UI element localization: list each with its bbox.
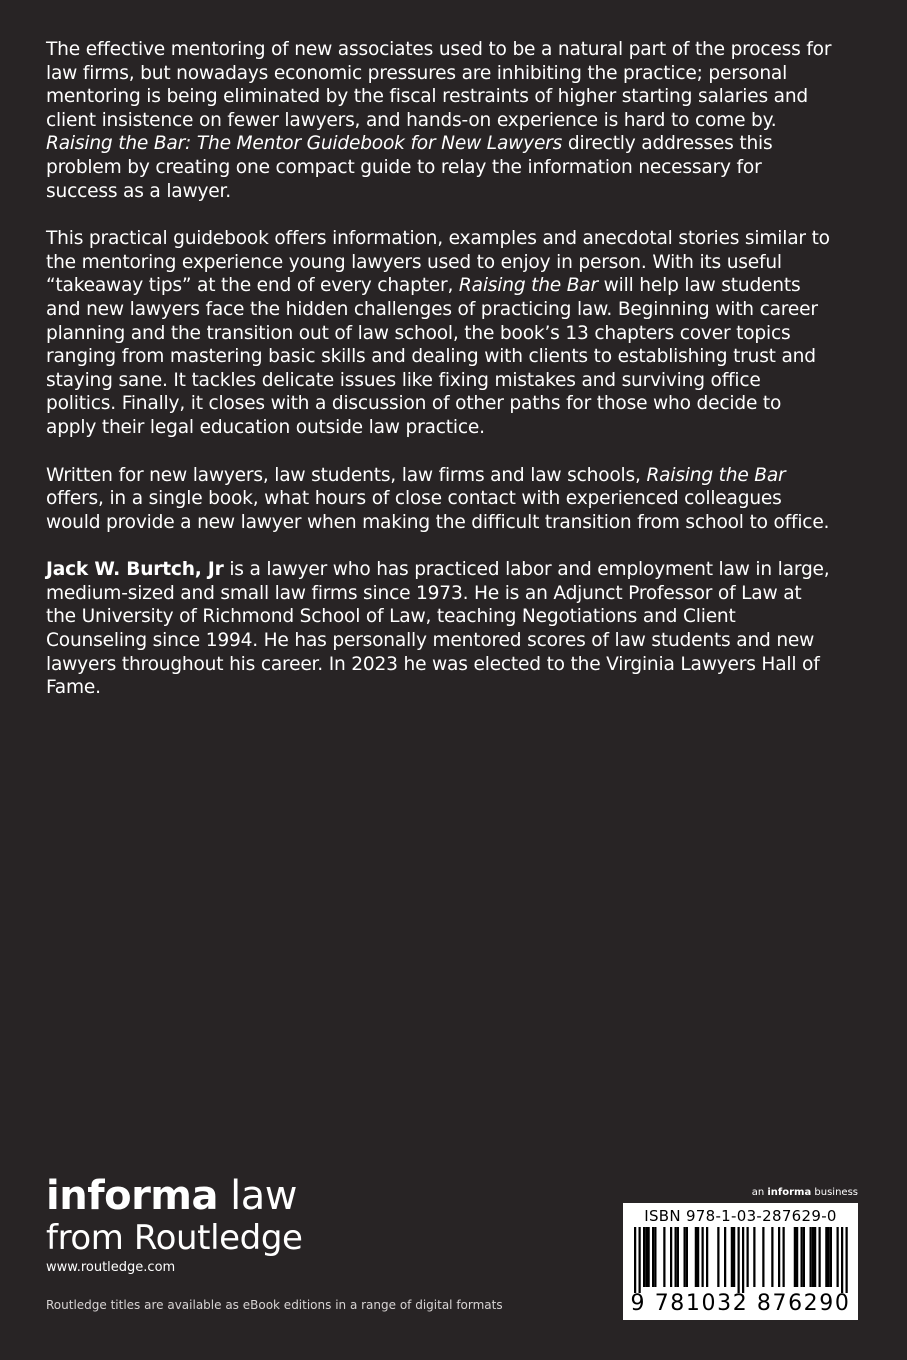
barcode-bar <box>643 1227 645 1287</box>
barcode-bar <box>695 1227 697 1287</box>
barcode-bar <box>675 1227 677 1287</box>
author-bio <box>46 558 836 700</box>
barcode-bars <box>623 1227 858 1293</box>
tag-bold: informa <box>767 1187 812 1198</box>
barcode-bar <box>663 1227 665 1287</box>
text-run: The effective mentoring of new associates used to be a natural part of the process for law firms, but nowadays economic pressures are inhibiting the practice; personal mentoring is being eliminated by the fiscal restraints of higher starting salaries and client insistence on fewer lawyers, and hands-on experience is hard to come by. <box>46 39 832 131</box>
barcode-digits: 9 781032 876290 <box>630 1291 851 1316</box>
barcode-bar <box>648 1227 650 1287</box>
publisher-logo <box>46 1174 303 1258</box>
text-run: will help law students and new lawyers face the hidden challenges of practicing law. Beginning with career planning and the transition out of law school, the book’s 13 chapters cover topics ranging from mastering basic skills and dealing with clients to establishing trust and staying sane. It tackles delicate issues like fixing mistakes and surviving office politics. Finally, it closes with a discussion of other paths for those who decide to apply their legal education outside law practice. <box>46 275 818 438</box>
barcode-bar <box>686 1227 688 1287</box>
barcode-bar <box>837 1227 839 1287</box>
barcode-bar <box>652 1227 654 1287</box>
book-title: Raising the Bar: The Mentor Guidebook for New Lawyers <box>46 133 563 155</box>
barcode-bar <box>706 1227 708 1287</box>
barcode-bar <box>697 1227 699 1287</box>
barcode-bar <box>677 1227 679 1287</box>
isbn-number: ISBN 978-1-03-287629-0 <box>644 1207 837 1225</box>
isbn-barcode <box>623 1203 858 1320</box>
publisher-logo-line1 <box>46 1174 303 1218</box>
publisher-website: www.routledge.com <box>46 1260 176 1275</box>
barcode-bar <box>702 1227 704 1287</box>
barcode-bar <box>731 1227 733 1287</box>
barcode-bar <box>801 1227 803 1287</box>
barcode-bar <box>810 1227 812 1287</box>
blurb-paragraph-3 <box>46 464 836 535</box>
barcode-bar <box>796 1227 798 1287</box>
author-name: Jack W. Burtch, Jr <box>46 559 224 581</box>
book-title: Raising the Bar <box>458 275 598 297</box>
barcode-bar <box>634 1227 636 1293</box>
barcode-bar <box>841 1227 843 1293</box>
barcode-bar <box>742 1227 744 1293</box>
barcode-bar <box>733 1227 735 1287</box>
barcode-bar <box>670 1227 672 1287</box>
barcode-bar <box>814 1227 816 1287</box>
informa-business-tag <box>752 1187 858 1198</box>
barcode-bar <box>684 1227 686 1287</box>
text-run: is a lawyer who has practiced labor and employment law in large, medium-sized and small law firms since 1973. He is an Adjunct Professor of Law at the University of Richmond School of Law, teaching Negotiations and Client Counseling since 1994. He has personally mentored scores of law students and new lawyers throughout his career. In 2023 he was elected to the Virginia Lawyers Hall of Fame. <box>46 559 830 699</box>
ebook-note: Routledge titles are available as eBook editions in a range of digital formats <box>46 1298 503 1312</box>
back-cover-blurb <box>46 38 836 724</box>
brand-law: law <box>217 1173 298 1219</box>
barcode-bar <box>645 1227 647 1287</box>
barcode-bar <box>778 1227 780 1287</box>
barcode-bar <box>747 1227 749 1287</box>
text-run: directly addresses this problem by creating one compact guide to relay the information necessary for success as a lawyer. <box>46 133 773 202</box>
barcode-bar <box>794 1227 796 1287</box>
barcode-bar <box>753 1227 755 1287</box>
text-run: Written for new lawyers, law students, law firms and law schools, <box>46 464 647 486</box>
text-run: offers, in a single book, what hours of close contact with experienced colleagues would provide a new lawyer when making the difficult transition from school to office. <box>46 488 830 533</box>
barcode-bar <box>771 1227 773 1287</box>
barcode-bar <box>819 1227 821 1287</box>
publisher-logo-line2: from Routledge <box>46 1218 303 1258</box>
barcode-bar <box>724 1227 726 1287</box>
book-title: Raising the Bar <box>646 464 786 486</box>
barcode-bar <box>830 1227 832 1287</box>
barcode-bar <box>717 1227 719 1287</box>
tag-suffix: business <box>811 1187 858 1198</box>
blurb-paragraph-2 <box>46 227 836 439</box>
barcode-bar <box>812 1227 814 1287</box>
barcode-bar <box>654 1227 656 1287</box>
barcode-bar <box>783 1227 785 1287</box>
brand-informa: informa <box>46 1173 218 1219</box>
barcode-bar <box>828 1227 830 1287</box>
barcode-bar <box>738 1227 740 1293</box>
text-run: This practical guidebook offers information, examples and anecdotal stories similar to the mentoring experience young lawyers used to enjoy in person. With its useful “takeaway tips” at the end of every chapter, <box>46 228 830 297</box>
barcode-bar <box>639 1227 641 1293</box>
barcode-bar <box>846 1227 848 1293</box>
blurb-paragraph-1 <box>46 38 836 203</box>
barcode-bar <box>825 1227 827 1287</box>
barcode-bar <box>762 1227 764 1287</box>
barcode-bar <box>803 1227 805 1287</box>
tag-prefix: an <box>751 1187 768 1198</box>
